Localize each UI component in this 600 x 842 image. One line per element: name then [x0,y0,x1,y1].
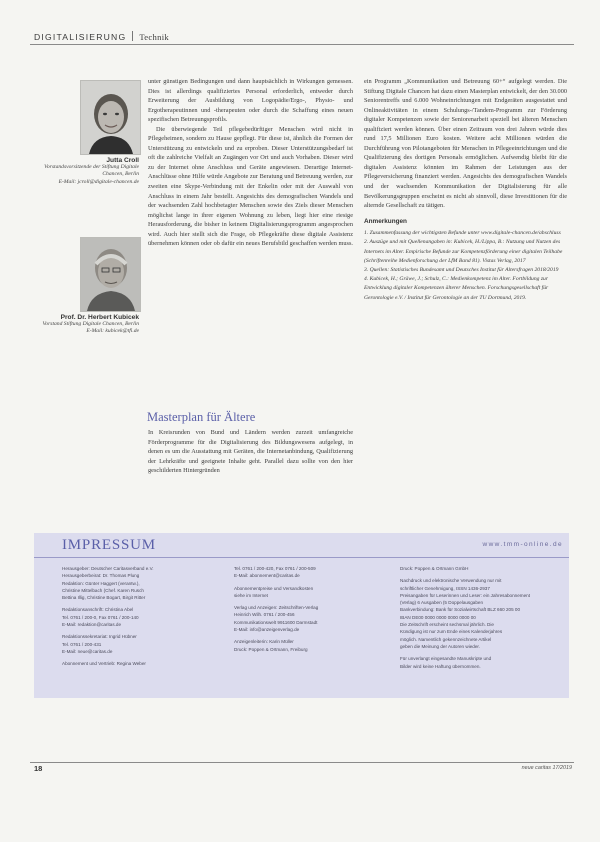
impressum-line: E-Mail: abonnement@caritas.de [234,573,300,579]
impressum-line: Redaktion: Günter Haggert (verantw.), [62,580,140,586]
article-column-middle [148,77,353,249]
impressum-line: E-Mail: info@anzeigenverlag.de [234,627,300,633]
impressum-line: Redaktionsanschrift: Christina Abel [62,607,134,613]
impressum-line: Abonnement und Vertrieb: Regina Weber [62,661,146,667]
note-item: 2. Auszüge und mit Quellenangaben in: Kubicek, H./Lippa, B.: Nutzung und Nutzen des Internets im Alter. Empirische Befunde zur Kompetenzförderung einer digitalen Teilhabe (Schriftenreihe Medienforschung der LfM Band 81). Vistas Verlag, 2017 [364,239,563,264]
body-paragraph: Die überwiegende Teil pflegebedürftiger Menschen wird nicht in Pflegeheimen, sondern zu Hause gepflegt. Für diese ist, ähnlich die Formen der Unterstützung zu entwickeln und zu erproben. Dieser Unterstützungsbedarf ist oft die zahlreiche Vielfalt an Zugängen vor Ort und auch Vorhaben. Dieser wird zu der Internet ohne Anschluss und Geräte angewiesen. Derartige Internet-Anschlüsse ohne Hilfe würde Angebote zur Beratung und Betreuung werden, zur zweiten eine Skype-Verbindung mit der Enkelin oder mit der Auswahl von Anschluss in einem Jahr bestellt. Angesichts des demografischen Wandels und der wachsenden Zahl hochbetagter Menschen sowie des Ziels dieser Menschen möglichst lange in ihrer eigenen Wohnung zu leben, liegt hier eine riesige Herausforderung, die bisher in keinem Digitalisierungsprogramm angesprochen wird. Auch hier stellt sich die Frage, ob Pflegekräfte diese digitale Assistenz übernehmen können oder ob dafür ein neues Berufsbild geschaffen werden muss. [148,125,353,248]
running-header [34,31,169,42]
impressum-line: Die Zeitschrift erscheint sechsmal jährlich. Die [400,622,494,628]
author-photo-croll [80,80,141,155]
author-name: Prof. Dr. Herbert Kubicek [60,314,139,321]
author-photo-kubicek [80,237,141,312]
section-label: DIGITALISIERUNG [34,32,127,42]
page-number: 18 [34,764,43,773]
impressum-line: Kommunikationswelt 9911600 Darmstadt [234,619,318,625]
impressum-line: Preisangaben für Leserinnen und Leser: ein Jahresabonnement [400,592,530,598]
impressum-line: Tel. 0761 / 200-0, Fax 0761 / 200-140 [62,614,139,620]
author-bio-croll [38,157,139,186]
impressum-line: Redaktionssekretariat: Ingrid Hübner [62,634,137,640]
impressum-line: Abonnementpreise und Versandkosten [234,585,314,591]
subsection-label: Technik [139,32,169,42]
impressum-line: Nachdruck und elektronische Verwendung nur mit [400,578,502,584]
header-separator [132,31,133,41]
section-heading: Masterplan für Ältere [147,410,256,424]
impressum-line: Verlag und Anzeigen: Zeitschriften-Verlag [234,605,319,611]
notes-heading: Anmerkungen [364,217,407,225]
impressum-line: Herausgeberbeirat: Dr. Thomas Plung [62,573,140,579]
impressum-line: Druck: Poppen & Ortmann, Freiburg [234,646,308,652]
impressum-line: Kündigung ist nur zum Ende eines Kalenderjahres [400,629,503,635]
portrait-woman-image [81,81,140,154]
impressum-line: Anzeigenleiterin: Karin Müller [234,639,294,645]
impressum-line: Tel. 0761 / 200-420, Fax 0761 / 200-509 [234,566,316,571]
note-item: 1. Zusammenfassung der wichtigsten Befunde unter www.digitale-chancen.de/abschluss [364,230,561,237]
impressum-line: Heinrich Wilh. 0761 / 200-456 [234,612,295,618]
author-bio-kubicek [38,314,139,336]
impressum-rule [34,557,569,558]
impressum-line: (Verlag) 6 Ausgaben (5 Doppelausgaben [400,600,484,606]
header-rule [30,44,574,45]
impressum-line: geben die Meinung der Autoren wieder. [400,643,480,649]
impressum-line: Herausgeber: Deutscher Caritasverband e.V. [62,566,154,571]
impressum-line: E-Mail: redaktion@caritas.de [62,622,122,628]
footer-rule [30,762,574,763]
impressum-url[interactable]: www.tmm-online.de [482,541,563,548]
issue-label: neue caritas 17/2019 [521,765,572,771]
impressum-column-3 [400,565,564,670]
note-item: 3. Quellen: Statistisches Bundesamt und Deutsches Institut für Altersfragen 2018/2019 [364,267,559,274]
notes-list [364,229,567,303]
impressum-column-1 [62,565,227,668]
article-column-right [364,77,567,303]
author-email: E-Mail: jcroll@digitale-chancen.de [58,178,139,185]
impressum-line: siehe im Internet [234,592,268,598]
impressum-line: Bankverbindung: Bank für Sozialwirtschaft BLZ 660 205 00 [400,607,521,613]
impressum-line: möglich. Namentlich gekennzeichnete Artikel [400,636,492,642]
article-column-middle-cont [148,428,353,476]
author-role: Vorstand Stiftung Digitale Chancen, Berlin [42,321,139,328]
body-paragraph: In Kreisrunden von Bund und Ländern werden zurzeit umfangreiche Förderprogramme für die Digitalisierung des Bildungswesens aufgelegt, in denen es um die Ausstattung mit Geräten, die Internetanbindung, Qualifizierung der Lehrkräfte und geeignete Inhalte geht. Parallel dazu sollte von den hier geschilderten Hintergründen [148,429,353,475]
impressum-title: IMPRESSUM [62,537,156,553]
author-role: Vorstandsvorsitzende der Stiftung Digitale Chancen, Berlin [44,164,139,178]
impressum-line: Druck: Poppen & Ortmann GmbH [400,566,469,571]
author-name: Jutta Croll [106,157,139,164]
impressum-line: Für unverlangt eingesandte Manuskripte und [400,656,492,662]
body-paragraph: ein Programm „Kommunikation und Betreuung 60+“ aufgelegt werden. Die Stiftung Digitale Chancen hat dazu einen Masterplan entwickelt, der den 30.000 Seniorentreffs und 6.000 Wohneinrichtungen mit Endgeräten ausgestattet und Onlineaktivitäten in einem Schulungs-/Tandem-Programm zur Förderung digitaler Kompetenzen sowie der Seniorenarbeit speziell bei älteren Menschen qualifiziert werden können. Über einen Zeitraum von drei Jahren würde dies rund 17,5 Millionen Euro kosten. Weitere acht Millionen würden die Durchführung von Pilotangeboten für Menschen in Pflegeeinrichtungen und die Qualifizierung des dortigen Personals ermöglichen. Aufwendig bleibt für die digitalen Assistenz könnten im Rahmen der Leistungen aus der Pflegeversicherung finanziert werden. Angesichts des demografischen Wandels und der wachsenden Kommunikation der Digitalisierung für alle Bevölkerungsgruppen erscheint es nicht ab sinnvoll, diese Investitionen für die alternde Gesellschaft zu tätigen. [364,78,567,210]
impressum-line: E-Mail: neue@caritas.de [62,648,113,654]
impressum-line: IBAN DE00 0000 0000 0000 0000 00 [400,614,476,620]
author-email: E-Mail: kubicek@tfi.de [86,328,139,335]
note-item: 4. Kubicek, H.; Gräwe, J.; Schulz, C.: Medienkompetenz im Alter. Fortbildung zur Entwicklung digitaler Kompetenzen älterer Menschen. Forschungsgesellschaft für Gerontologie e.V. / Institut für Gerontologie an der TU Dortmund, 2019. [364,276,549,301]
impressum-line: Christine Mittelbach (Chef. Karen Rusch [62,587,144,593]
impressum-line: Tel. 0761 / 200-431 [62,641,102,647]
impressum-box [34,533,569,698]
impressum-line: Bettina Illig, Christine Bogart, Birgit Ritter [62,595,146,601]
body-paragraph: unter günstigen Bedingungen und dann hauptsächlich in Wirkungen gemessen. Dies ist allerdings qualifiziertes Personal erforderlich, entweder durch Erweiterung der Ausbildung von Logopädie/Ergo-, Physio- und Ergotherapeutinnen und -therapeuten oder durch die Schaffung eines neuen spezifischen Betreuungsprofils. [148,78,353,124]
impressum-line: Bilder wird keine Haftung übernommen. [400,663,481,669]
impressum-column-2 [234,565,394,653]
impressum-line: schriftlicher Genehmigung, ISSN 1436-2937 [400,585,490,591]
portrait-man-image [81,238,140,311]
